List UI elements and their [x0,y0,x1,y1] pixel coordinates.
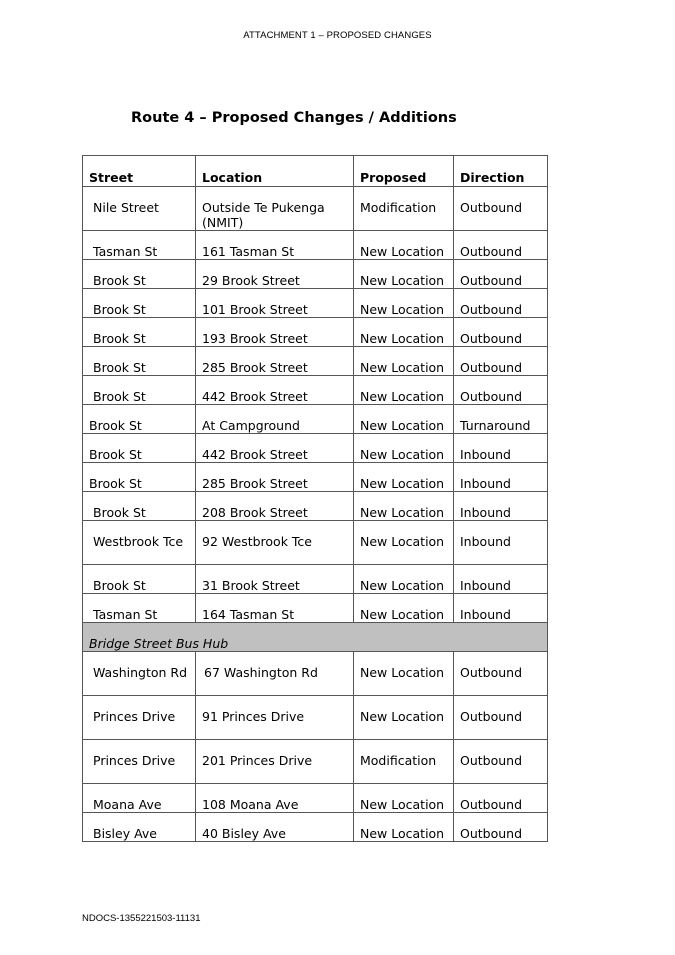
street-cell: Brook St [83,289,196,318]
table-row [83,187,548,231]
proposed-cell: New Location [354,565,454,594]
proposed-cell: New Location [354,405,454,434]
proposed-cell: New Location [354,376,454,405]
direction-cell: Outbound [454,652,548,696]
direction-cell: Outbound [454,289,548,318]
street-cell: Brook St [83,376,196,405]
street-cell: Moana Ave [83,784,196,813]
table-row [83,652,548,696]
table-row [83,740,548,784]
proposed-cell: New Location [354,696,454,740]
direction-cell: Inbound [454,492,548,521]
proposed-cell: New Location [354,463,454,492]
location-cell: 201 Princes Drive [196,740,354,784]
table-row [83,260,548,289]
direction-cell: Outbound [454,187,548,231]
proposed-cell: New Location [354,784,454,813]
street-cell: Bisley Ave [83,813,196,842]
proposed-cell: New Location [354,260,454,289]
location-cell: 208 Brook Street [196,492,354,521]
street-cell: Brook St [83,565,196,594]
table-row [83,565,548,594]
column-header-street: Street [83,156,196,187]
table-row [83,376,548,405]
table-row [83,347,548,376]
street-cell: Princes Drive [83,740,196,784]
direction-cell: Inbound [454,463,548,492]
table-row [83,521,548,565]
direction-cell: Inbound [454,434,548,463]
table-row [83,318,548,347]
table-row [83,813,548,842]
street-cell: Brook St [83,434,196,463]
direction-cell: Inbound [454,565,548,594]
proposed-cell: New Location [354,318,454,347]
section-heading: Bridge Street Bus Hub [83,623,548,652]
table-row [83,289,548,318]
location-cell: 442 Brook Street [196,376,354,405]
street-cell: Tasman St [83,231,196,260]
direction-cell: Inbound [454,594,548,623]
proposed-cell: New Location [354,813,454,842]
proposed-cell: New Location [354,347,454,376]
proposed-cell: New Location [354,492,454,521]
street-cell: Brook St [83,347,196,376]
proposed-cell: Modification [354,187,454,231]
page-header: ATTACHMENT 1 – PROPOSED CHANGES [243,30,432,41]
location-cell: 101 Brook Street [196,289,354,318]
table-row [83,784,548,813]
direction-cell: Outbound [454,347,548,376]
proposed-cell: New Location [354,434,454,463]
location-cell: 164 Tasman St [196,594,354,623]
street-cell: Tasman St [83,594,196,623]
street-cell: Princes Drive [83,696,196,740]
proposed-cell: New Location [354,231,454,260]
section-row [83,623,548,652]
direction-cell: Outbound [454,740,548,784]
direction-cell: Outbound [454,784,548,813]
location-cell: 161 Tasman St [196,231,354,260]
street-cell: Brook St [83,405,196,434]
route-changes-table [82,155,548,842]
direction-cell: Inbound [454,521,548,565]
direction-cell: Outbound [454,813,548,842]
street-cell: Brook St [83,318,196,347]
location-cell: 92 Westbrook Tce [196,521,354,565]
column-header-location: Location [196,156,354,187]
direction-cell: Outbound [454,318,548,347]
table-row [83,696,548,740]
table-row [83,594,548,623]
location-cell: 67 Washington Rd [196,652,354,696]
location-cell: 193 Brook Street [196,318,354,347]
table-header-row [83,156,548,187]
document-reference: NDOCS-1355221503-11131 [82,913,201,924]
street-cell: Washington Rd [83,652,196,696]
location-cell: 31 Brook Street [196,565,354,594]
street-cell: Nile Street [83,187,196,231]
location-cell: 29 Brook Street [196,260,354,289]
proposed-cell: Modification [354,740,454,784]
table-row [83,231,548,260]
street-cell: Brook St [83,463,196,492]
direction-cell: Outbound [454,696,548,740]
table-row [83,405,548,434]
direction-cell: Outbound [454,376,548,405]
page-title: Route 4 – Proposed Changes / Additions [131,110,457,126]
column-header-direction: Direction [454,156,548,187]
direction-cell: Turnaround [454,405,548,434]
street-cell: Brook St [83,260,196,289]
table-row [83,492,548,521]
street-cell: Westbrook Tce [83,521,196,565]
proposed-cell: New Location [354,652,454,696]
proposed-cell: New Location [354,594,454,623]
street-cell: Brook St [83,492,196,521]
proposed-cell: New Location [354,289,454,318]
location-cell: 108 Moana Ave [196,784,354,813]
location-cell: 40 Bisley Ave [196,813,354,842]
location-cell: 285 Brook Street [196,347,354,376]
direction-cell: Outbound [454,231,548,260]
proposed-cell: New Location [354,521,454,565]
table-row [83,434,548,463]
table-row [83,463,548,492]
location-cell: Outside Te Pukenga (NMIT) [196,187,354,231]
location-cell: 91 Princes Drive [196,696,354,740]
location-cell: 285 Brook Street [196,463,354,492]
direction-cell: Outbound [454,260,548,289]
location-cell: At Campground [196,405,354,434]
column-header-proposed: Proposed [354,156,454,187]
location-cell: 442 Brook Street [196,434,354,463]
